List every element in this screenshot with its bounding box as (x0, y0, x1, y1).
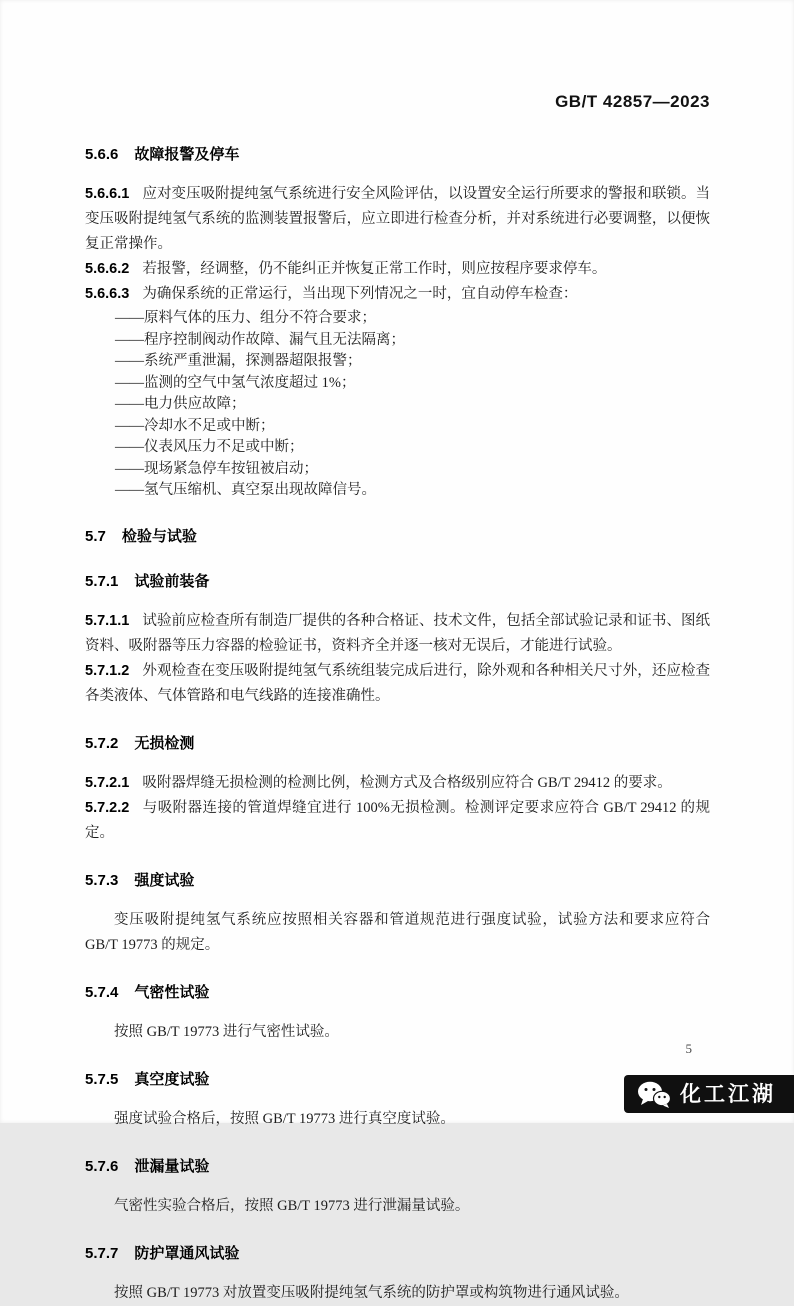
list-item-text: ——冷却水不足或中断； (115, 417, 275, 434)
section-title: 泄漏量试验 (134, 1157, 210, 1175)
clause-number: 5.6.6.2 (85, 261, 130, 277)
paragraph-airtight-test: 按照 GB/T 19773 进行气密性试验。 (114, 1023, 339, 1040)
section-title: 气密性试验 (134, 983, 210, 1001)
list-item-text: ——氢气压缩机、真空泵出现故障信号。 (115, 482, 376, 498)
section-title: 强度试验 (134, 871, 195, 889)
clause-number: 5.6.6.1 (85, 186, 130, 202)
section-title: 检验与试验 (121, 527, 197, 545)
section-number: 5.7.4 (85, 983, 119, 1001)
clause-number: 5.7.1.1 (85, 612, 130, 629)
list-item-text: ——原料气体的压力、组分不符合要求； (115, 310, 376, 326)
section-title: 无损检测 (134, 734, 195, 752)
clause-5-6-6-1 (85, 182, 710, 257)
clause-number: 5.7.2.1 (85, 774, 130, 791)
clause-number: 5.7.1.2 (85, 662, 130, 679)
section-heading-5-6-6 (85, 145, 710, 165)
list-item (85, 394, 710, 416)
section-number: 5.7.7 (85, 1244, 119, 1262)
clause-5-7-1-1 (85, 609, 710, 659)
list-item-text: ——系统严重泄漏，探测器超限报警； (115, 353, 362, 369)
section-heading-5-7-6 (85, 1157, 710, 1177)
section-heading-5-7-3 (85, 871, 710, 891)
standard-code: GB/T 42857—2023 (555, 92, 710, 111)
section-title: 真空度试验 (134, 1070, 210, 1088)
section-heading-5-7-2 (85, 734, 710, 754)
section-number: 5.7.6 (85, 1157, 119, 1175)
clause-number: 5.7.2.2 (85, 799, 130, 816)
list-item (85, 373, 710, 395)
list-item-text: ——监测的空气中氢气浓度超过 1%； (115, 374, 356, 391)
clause-5-7-1-2 (85, 659, 710, 709)
clause-5-6-6-2 (85, 257, 710, 282)
list-item (85, 330, 710, 352)
list-item (85, 437, 710, 459)
section-heading-5-7-7 (85, 1244, 710, 1264)
list-item-text: ——程序控制阀动作故障、漏气且无法隔离； (115, 331, 405, 348)
clause-text: 试验前应检查所有制造厂提供的各种合格证、技术文件，包括全部试验记录和证书、图纸资料、吸附器等压力容器的检验证书，资料齐全并逐一核对无误后，才能进行试验。 (85, 612, 710, 654)
watermark-text: 化工江湖 (680, 1082, 776, 1106)
section-number: 5.7 (85, 527, 106, 545)
clause-5-6-6-3 (85, 282, 710, 307)
section-title: 防护罩通风试验 (134, 1244, 240, 1262)
paragraph-strength-test: 变压吸附提纯氢气系统应按照相关容器和管道规范进行强度试验，试验方法和要求应符合 GB/T 19773 的规定。 (85, 911, 710, 953)
list-item (85, 480, 710, 502)
clause-text: 若报警，经调整，仍不能纠正并恢复正常工作时，则应按程序要求停车。 (142, 261, 607, 277)
list-item-text: ——仪表风压力不足或中断； (115, 439, 304, 455)
section-heading-5-7 (85, 527, 710, 547)
section-number: 5.6.6 (85, 146, 119, 163)
page-number: 5 (685, 1041, 692, 1056)
list-item (85, 416, 710, 438)
paragraph-ventilation-test: 按照 GB/T 19773 对放置变压吸附提纯氢气系统的防护罩或构筑物进行通风试验。 (114, 1284, 629, 1301)
clause-5-7-2-1 (85, 771, 710, 796)
clause-5-7-2-2 (85, 796, 710, 846)
wechat-icon (637, 1081, 671, 1108)
clause-number: 5.6.6.3 (85, 286, 130, 302)
section-heading-5-7-5 (85, 1070, 710, 1090)
paragraph-vacuum-test: 强度试验合格后，按照 GB/T 19773 进行真空度试验。 (114, 1110, 455, 1127)
section-heading-5-7-1 (85, 572, 710, 592)
list-item-text: ——现场紧急停车按钮被启动； (115, 460, 318, 477)
list-item-text: ——电力供应故障； (115, 396, 246, 412)
section-title: 故障报警及停车 (134, 146, 240, 163)
section-title: 试验前装备 (134, 572, 210, 590)
section-number: 5.7.5 (85, 1070, 119, 1088)
clause-text: 应对变压吸附提纯氢气系统进行安全风险评估，以设置安全运行所要求的警报和联锁。当变压吸附提纯氢气系统的监测装置报警后，应立即进行检查分析，并对系统进行必要调整，以便恢复正常操作。 (85, 186, 710, 252)
section-heading-5-7-4 (85, 983, 710, 1003)
section-number: 5.7.1 (85, 572, 119, 590)
clause-text: 为确保系统的正常运行，当出现下列情况之一时，宜自动停车检查： (142, 286, 578, 302)
list-item (85, 459, 710, 481)
section-number: 5.7.2 (85, 734, 119, 752)
section-number: 5.7.3 (85, 871, 119, 889)
document-content (0, 112, 794, 1306)
clause-text: 吸附器焊缝无损检测的检测比例，检测方式及合格级别应符合 GB/T 29412 的要求。 (142, 774, 672, 791)
paragraph-leakage-test: 气密性实验合格后，按照 GB/T 19773 进行泄漏量试验。 (114, 1197, 470, 1214)
watermark-badge (624, 1075, 794, 1113)
condition-list (85, 308, 710, 502)
clause-text: 外观检查在变压吸附提纯氢气系统组装完成后进行，除外观和各种相关尺寸外，还应检查各类液体、气体管路和电气线路的连接准确性。 (85, 662, 710, 704)
list-item (85, 351, 710, 373)
clause-text: 与吸附器连接的管道焊缝宜进行 100%无损检测。检测评定要求应符合 GB/T 29412 的规定。 (85, 799, 710, 841)
list-item (85, 308, 710, 330)
